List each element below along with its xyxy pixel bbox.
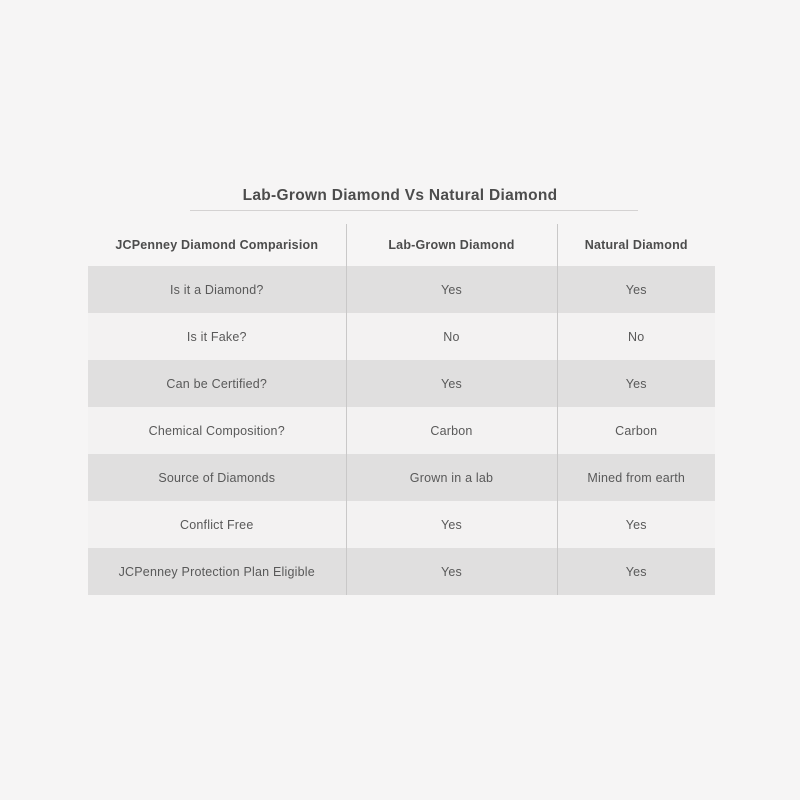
lab-grown-value-cell: Yes: [346, 548, 557, 595]
table-row: [88, 454, 715, 501]
page-title: Lab-Grown Diamond Vs Natural Diamond: [242, 187, 558, 204]
title-divider: [190, 210, 638, 211]
comparison-table: [88, 224, 715, 595]
natural-value-cell: Yes: [557, 266, 715, 313]
natural-value-cell: Mined from earth: [557, 454, 715, 501]
row-label-cell: JCPenney Protection Plan Eligible: [88, 548, 346, 595]
natural-value-cell: Yes: [557, 548, 715, 595]
lab-grown-value-cell: Yes: [346, 266, 557, 313]
lab-grown-value-cell: Yes: [346, 360, 557, 407]
lab-grown-value-cell: Grown in a lab: [346, 454, 557, 501]
row-label-cell: Chemical Composition?: [88, 407, 346, 454]
table-row: [88, 266, 715, 313]
lab-grown-value-cell: Carbon: [346, 407, 557, 454]
comparison-table-container: [88, 224, 715, 595]
table-row: [88, 360, 715, 407]
table-row: [88, 407, 715, 454]
natural-value-cell: No: [557, 313, 715, 360]
column-header-comparison: JCPenney Diamond Comparision: [115, 238, 319, 252]
natural-value-cell: Yes: [557, 360, 715, 407]
table-header-row: [88, 224, 715, 266]
natural-value-cell: Yes: [557, 501, 715, 548]
table-row: [88, 501, 715, 548]
row-label-cell: Is it a Diamond?: [88, 266, 346, 313]
column-header-lab-grown: Lab-Grown Diamond: [346, 224, 557, 266]
row-label-cell: Conflict Free: [88, 501, 346, 548]
row-label-cell: Source of Diamonds: [88, 454, 346, 501]
lab-grown-value-cell: Yes: [346, 501, 557, 548]
row-label-cell: Is it Fake?: [88, 313, 346, 360]
column-header-natural: Natural Diamond: [557, 224, 715, 266]
natural-value-cell: Carbon: [557, 407, 715, 454]
table-row: [88, 313, 715, 360]
lab-grown-value-cell: No: [346, 313, 557, 360]
table-row: [88, 548, 715, 595]
row-label-cell: Can be Certified?: [88, 360, 346, 407]
